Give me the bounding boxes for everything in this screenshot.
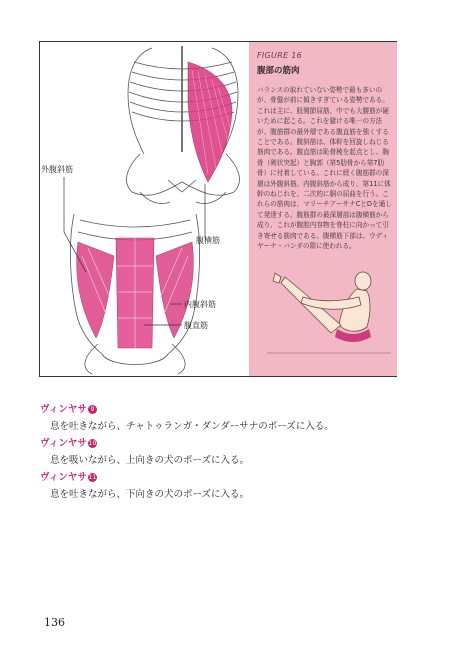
figure-description: バランスの取れていない姿勢で最も多いのが、骨盤が前に傾きすぎている姿勢である。これは主に、股関節屈筋、中でも大腰筋が硬いために起こる。これを避ける唯一の方法が、腹筋群の最外層である腹直筋を強くすることである。腹斜筋は、体幹を回旋しねじる筋肉である。腹直筋は恥骨稜を起点とし、胸骨（剣状突起）と胸郭（第5肋骨から第7肋骨）に付着している。これに続く腹筋群の深層は外腹斜筋。内腹斜筋から成り、第11に体幹のねじれを、二次的に胴の屈曲を行う。これらの筋肉は、マリーチアーサナCとDを通して発達する。腹筋群の最深層部は腹横筋から成り、これが腹腔内容物を脊柱に向かって引き寄せる筋肉である。腹横筋下部は、ウディヤーナ・バンダの際に使われる。: [257, 86, 392, 251]
label-external-oblique: 外腹斜筋: [41, 165, 73, 174]
step-9-heading: ヴィンヤサ: [40, 404, 87, 415]
step-11-number: 11: [88, 473, 97, 481]
label-internal-oblique: 内腹斜筋: [184, 300, 216, 309]
transversus-muscle: [188, 62, 232, 182]
figure-label: FIGURE 16: [257, 51, 303, 60]
figure-text-panel: [249, 42, 397, 376]
step-9-description: 息を吐きながら、チャトゥランガ・ダンダーサナのポーズに入る。: [50, 421, 334, 432]
step-9-number: 9: [88, 405, 97, 414]
label-transversus: 腹横筋: [196, 236, 220, 245]
step-10-number: 10: [88, 439, 97, 447]
figure-title: 腹部の筋肉: [257, 66, 300, 76]
step-9: [40, 401, 430, 432]
abdominal-muscles-illustration: [40, 42, 250, 376]
step-10-heading: ヴィンヤサ: [40, 438, 87, 449]
step-11: [40, 469, 430, 500]
figure-16: [39, 41, 397, 377]
step-11-heading: ヴィンヤサ: [40, 472, 87, 483]
label-rectus: 腹直筋: [184, 321, 208, 330]
step-10: [40, 435, 430, 466]
boat-pose-illustration: [267, 267, 391, 362]
step-10-description: 息を吸いながら、上向きの犬のポーズに入る。: [50, 455, 250, 466]
step-11-description: 息を吐きながら、下向きの犬のポーズに入る。: [50, 489, 250, 500]
page-number: 136: [44, 616, 65, 629]
